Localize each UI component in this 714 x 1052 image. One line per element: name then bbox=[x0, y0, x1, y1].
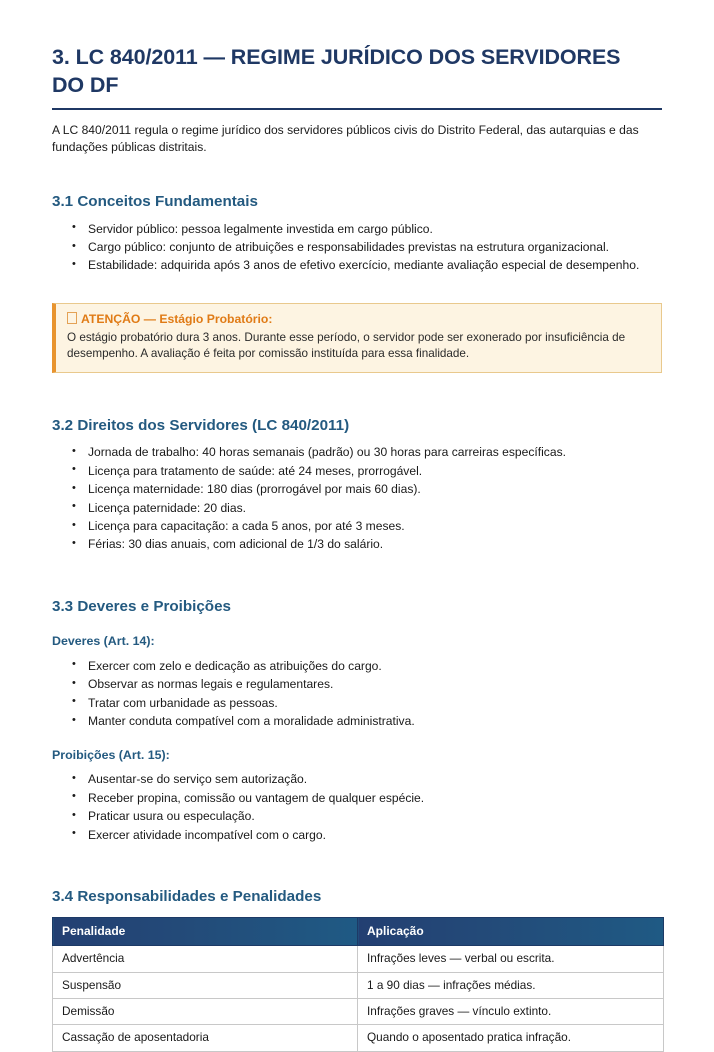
list-item: • Servidor público: pessoa legalmente investida em cargo público. bbox=[52, 221, 662, 238]
list-item: • Receber propina, comissão ou vantagem de qualquer espécie. bbox=[52, 790, 662, 807]
column-header-penalidade: Penalidade bbox=[53, 918, 358, 946]
penalties-table bbox=[52, 917, 664, 1051]
section-heading-responsabilidades: 3.4 Responsabilidades e Penalidades bbox=[52, 888, 322, 906]
section-heading-direitos: 3.2 Direitos dos Servidores (LC 840/2011) bbox=[52, 417, 350, 435]
list-item: • Tratar com urbanidade as pessoas. bbox=[52, 695, 662, 712]
cell-penalidade: Demissão bbox=[53, 998, 358, 1024]
list-item: • Jornada de trabalho: 40 horas semanais (padrão) ou 30 horas para carreiras específicas. bbox=[52, 444, 662, 461]
list-item: • Praticar usura ou especulação. bbox=[52, 808, 662, 825]
cell-aplicacao: Infrações leves — verbal ou escrita. bbox=[358, 946, 664, 972]
callout-title-text: ATENÇÃO — Estágio Probatório: bbox=[81, 311, 273, 326]
list-item: • Exercer atividade incompatível com o cargo. bbox=[52, 827, 662, 844]
section-heading-conceitos: 3.1 Conceitos Fundamentais bbox=[52, 193, 258, 211]
title-divider bbox=[52, 108, 662, 110]
list-item: • Cargo público: conjunto de atribuições e responsabilidades previstas na estrutura organizacional. bbox=[52, 239, 662, 256]
list-item: • Licença paternidade: 20 dias. bbox=[52, 500, 662, 517]
list-item: • Exercer com zelo e dedicação as atribuições do cargo. bbox=[52, 658, 662, 675]
list-item: • Licença para tratamento de saúde: até 24 meses, prorrogável. bbox=[52, 463, 662, 480]
list-item: • Férias: 30 dias anuais, com adicional de 1/3 do salário. bbox=[52, 536, 662, 553]
list-item: • Manter conduta compatível com a moralidade administrativa. bbox=[52, 713, 662, 730]
intro-paragraph: A LC 840/2011 regula o regime jurídico dos servidores públicos civis do Distrito Federal, das autarquias e das fundações públicas distritais. bbox=[52, 123, 639, 155]
table-row bbox=[53, 1025, 664, 1051]
subheading-proibicoes: Proibições (Art. 15): bbox=[52, 747, 170, 762]
cell-penalidade: Cassação de aposentadoria bbox=[53, 1025, 358, 1051]
list-item: • Estabilidade: adquirida após 3 anos de efetivo exercício, mediante avaliação especial de desempenho. bbox=[52, 257, 662, 274]
cell-aplicacao: 1 a 90 dias — infrações médias. bbox=[358, 972, 664, 998]
table-row bbox=[53, 998, 664, 1024]
list-item: • Ausentar-se do serviço sem autorização. bbox=[52, 771, 662, 788]
cell-aplicacao: Quando o aposentado pratica infração. bbox=[358, 1025, 664, 1051]
column-header-aplicacao: Aplicação bbox=[358, 918, 664, 946]
missing-glyph-box-icon bbox=[67, 312, 77, 324]
table-header-row bbox=[53, 918, 664, 946]
callout-body-text: O estágio probatório dura 3 anos. Durante esse período, o servidor pode ser exonerado por insuficiência de desempenho. A avaliação é feita por comissão instituída para essa finalidade. bbox=[67, 330, 626, 361]
table-row bbox=[53, 946, 664, 972]
table-row bbox=[53, 972, 664, 998]
subheading-deveres: Deveres (Art. 14): bbox=[52, 634, 155, 649]
callout-title-row bbox=[67, 312, 650, 328]
list-conceitos bbox=[52, 221, 662, 275]
list-direitos bbox=[52, 444, 662, 553]
cell-aplicacao: Infrações graves — vínculo extinto. bbox=[358, 998, 664, 1024]
cell-penalidade: Advertência bbox=[53, 946, 358, 972]
page-title: 3. LC 840/2011 — REGIME JURÍDICO DOS SERVIDORES DO DF bbox=[52, 45, 621, 97]
list-item: • Licença para capacitação: a cada 5 anos, por até 3 meses. bbox=[52, 518, 662, 535]
list-deveres bbox=[52, 658, 662, 731]
list-proibicoes bbox=[52, 771, 662, 844]
list-item: • Licença maternidade: 180 dias (prorrogável por mais 60 dias). bbox=[52, 481, 662, 498]
section-heading-deveres-proibicoes: 3.3 Deveres e Proibições bbox=[52, 597, 231, 615]
attention-callout bbox=[52, 303, 662, 373]
cell-penalidade: Suspensão bbox=[53, 972, 358, 998]
list-item: • Observar as normas legais e regulamentares. bbox=[52, 676, 662, 693]
